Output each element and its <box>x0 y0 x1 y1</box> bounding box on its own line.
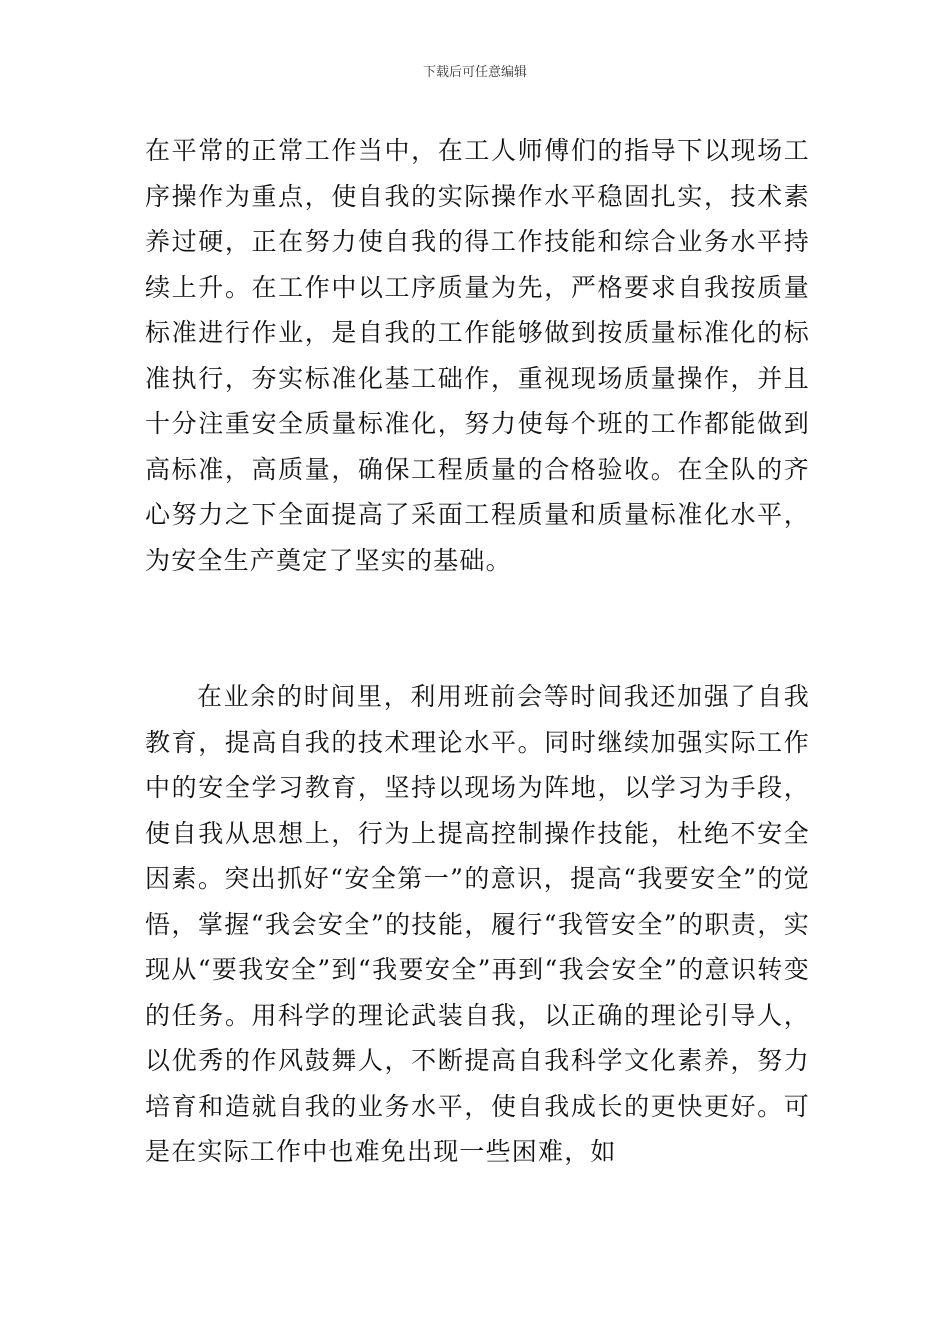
page-header: 下载后可任意编辑 <box>422 65 527 80</box>
paragraph-2: 在业余的时间里，利用班前会等时间我还加强了自我教育，提高自我的技术理论水平。同时继续加强实际工作中的安全学习教育，坚持以现场为阵地，以学习为手段，使自我从思想上，行为上提高控制操作技能，杜绝不安全因素。突出抓好“安全第一”的意识，提高“我要安全”的觉悟，掌握“我会安全”的技能，履行“我管安全”的职责，实现从“要我安全”到“我要安全”再到“我会安全”的意识转变的任务。用科学的理论武装自我，以正确的理论引导人，以优秀的作风鼓舞人，不断提高自我科学文化素养，努力培育和造就自我的业务水平，使自我成长的更快更好。可是在实际工作中也难免出现一些困难，如 <box>145 682 810 1166</box>
paragraph-1: 在平常的正常工作当中，在工人师傅们的指导下以现场工序操作为重点，使自我的实际操作水平稳固扎实，技术素养过硬，正在努力使自我的得工作技能和综合业务水平持续上升。在工作中以工序质量为先，严格要求自我按质量标准进行作业，是自我的工作能够做到按质量标准化的标准执行，夯实标准化基工础作，重视现场质量操作，并且十分注重安全质量标准化，努力使每个班的工作都能做到高标准，高质量，确保工程质量的合格验收。在全队的齐心努力之下全面提高了采面工程质量和质量标准化水平，为安全生产奠定了坚实的基础。 <box>145 136 810 575</box>
